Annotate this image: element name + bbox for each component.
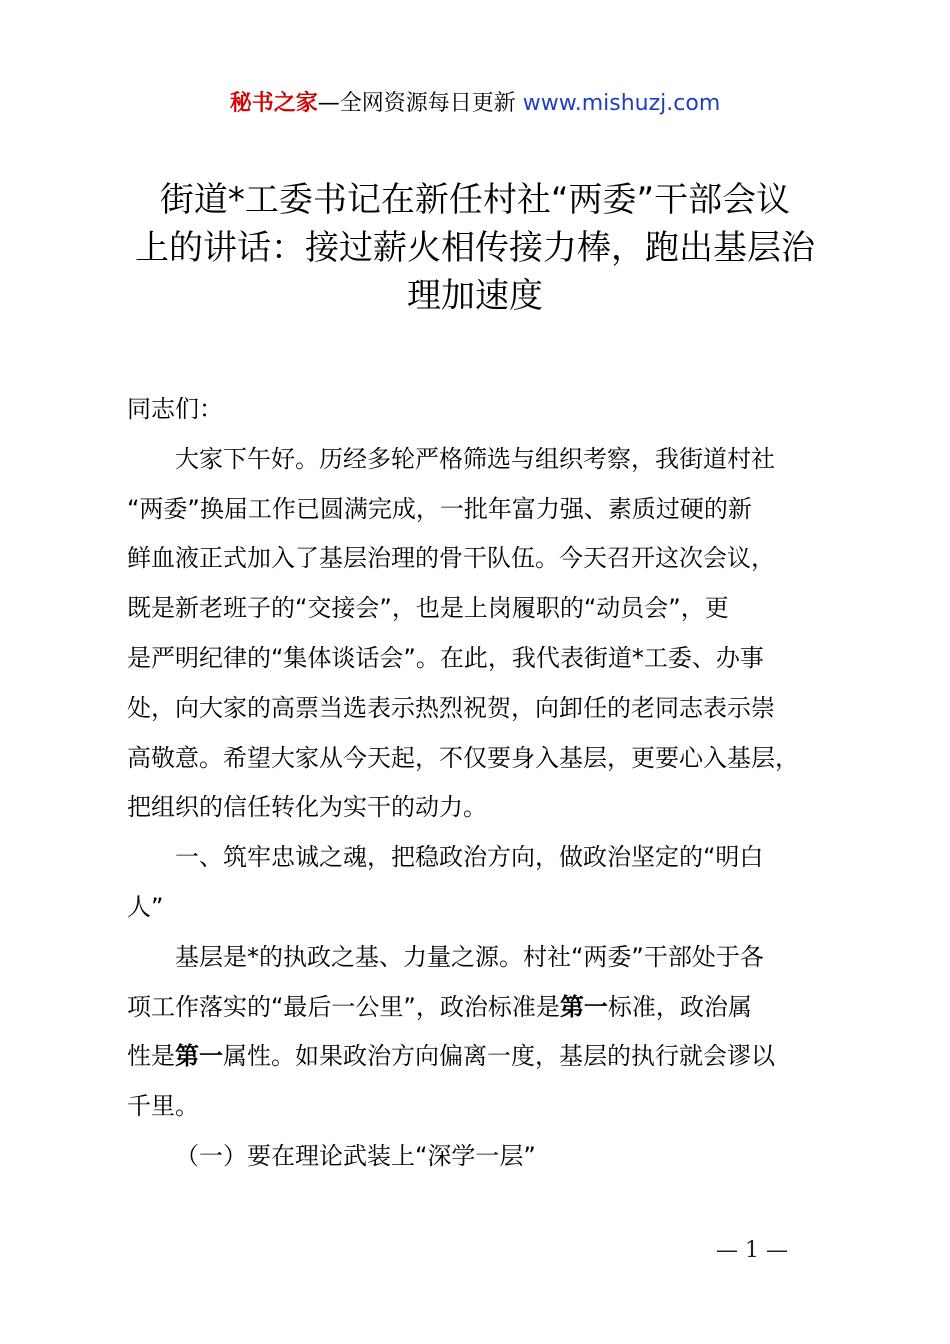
text-line xyxy=(127,983,833,1033)
title-line: 上的讲话：接过薪火相传接力棒，跑出基层治 xyxy=(135,228,815,268)
text-line: 鲜血液正式加入了基层治理的骨干队伍。今天召开这次会议， xyxy=(127,544,775,573)
document-body xyxy=(127,385,833,1182)
text-line: “两委”换届工作已圆满完成，一批年富力强、素质过硬的新 xyxy=(127,494,752,523)
text-line: 处，向大家的高票当选表示热烈祝贺，向卸任的老同志表示崇 xyxy=(127,693,775,722)
text-line: 大家下午好。历经多轮严格筛选与组织考察，我街道村社 xyxy=(175,444,775,473)
page-number: — 1 — xyxy=(716,1238,788,1263)
text-line: 既是新老班子的“交接会”，也是上岗履职的“动员会”，更 xyxy=(127,594,729,623)
text-run: 项工作落实的“最后一公里”，政治标准是 xyxy=(127,992,560,1021)
salutation: 同志们： xyxy=(127,395,223,423)
text-run: 性是 xyxy=(127,1042,175,1071)
text-line: 千里。 xyxy=(127,1092,199,1121)
heading-line: 人” xyxy=(127,892,164,921)
subheading-1: （一）要在理论武装上“深学一层” xyxy=(175,1141,536,1170)
document-title xyxy=(110,176,840,320)
paragraph-opening xyxy=(127,435,833,833)
site-brand: 秘书之家 xyxy=(229,91,318,116)
heading-line: 一、筑牢忠诚之魂，把稳政治方向，做政治坚定的“明白 xyxy=(175,843,764,872)
site-tagline: —全网资源每日更新 xyxy=(317,91,523,116)
bold-text: 第一 xyxy=(559,992,608,1021)
text-run: 属性。如果政治方向偏离一度，基层的执行就会谬以 xyxy=(223,1042,775,1071)
text-line: 高敬意。希望大家从今天起，不仅要身入基层，更要心入基层， xyxy=(127,743,799,772)
text-line: 基层是*的执政之基、力量之源。村社“两委”干部处于各 xyxy=(175,942,764,971)
text-line: 是严明纪律的“集体谈话会”。在此，我代表街道*工委、办事 xyxy=(127,643,764,672)
title-line: 理加速度 xyxy=(407,276,543,316)
bold-text: 第一 xyxy=(175,1042,223,1071)
site-url[interactable]: www.mishuzj.com xyxy=(522,91,721,116)
text-line xyxy=(127,1032,833,1082)
text-line: 把组织的信任转化为实干的动力。 xyxy=(127,793,487,822)
text-run: 标准，政治属 xyxy=(607,992,752,1021)
paragraph-section-1 xyxy=(127,933,833,1132)
site-header xyxy=(0,86,950,122)
section-heading-1 xyxy=(127,833,833,933)
title-line: 街道*工委书记在新任村社“两委”干部会议 xyxy=(159,180,791,220)
